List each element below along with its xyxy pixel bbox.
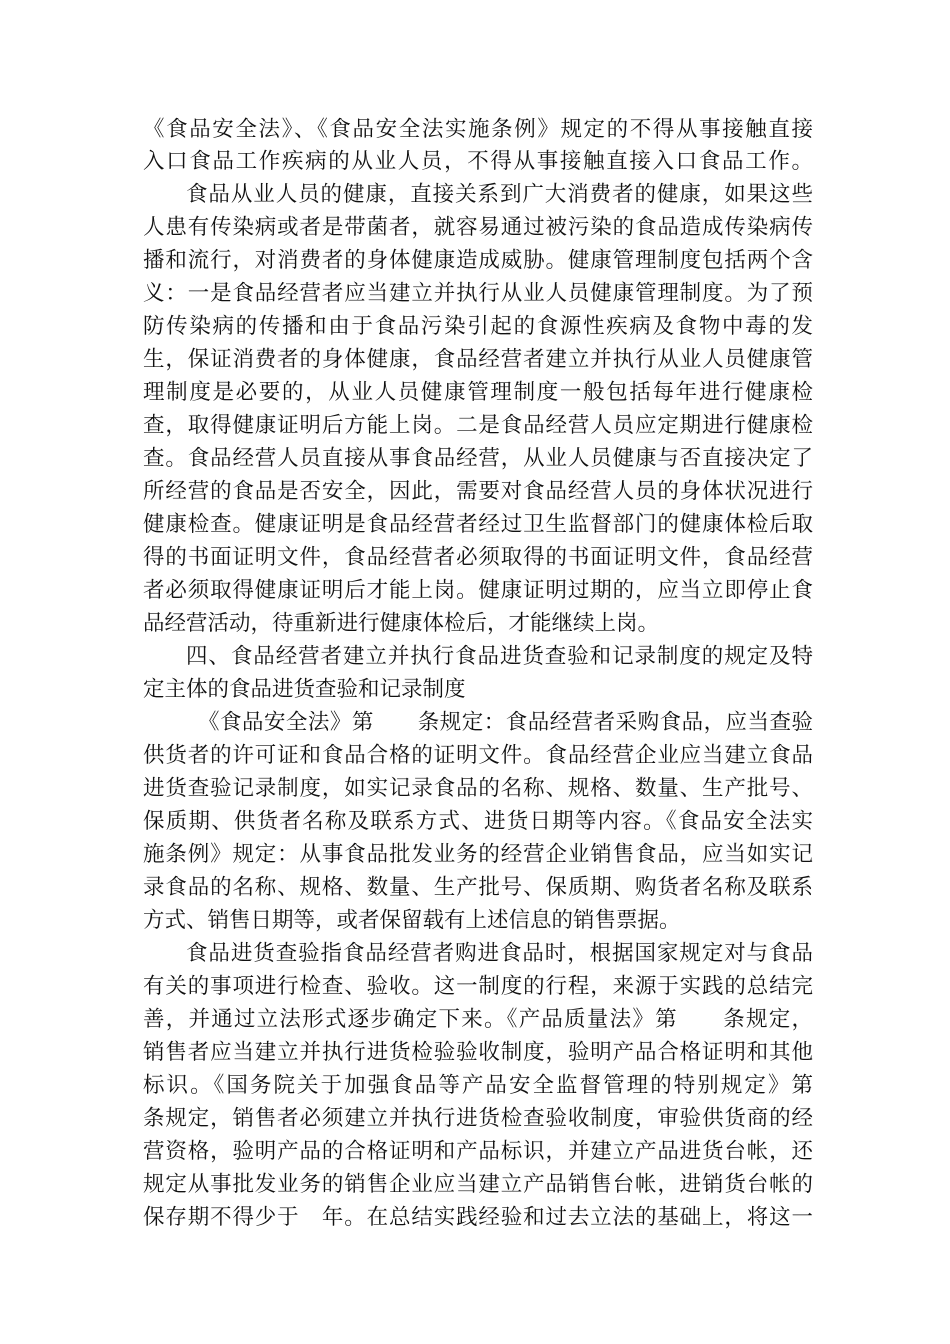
text-line: 销售者应当建立并执行进货检验验收制度，验明产品合格证明和其他 — [143, 1040, 813, 1065]
text-line: 理制度是必要的，从业人员健康管理制度一般包括每年进行健康检 — [143, 380, 813, 405]
section-heading-line: 四、食品经营者建立并执行食品进货查验和记录制度的规定及特 — [186, 644, 813, 669]
text-line: 条规定，销售者必须建立并执行进货检查验收制度，审验供货商的经 — [143, 1106, 813, 1131]
text-line: 所经营的食品是否安全，因此，需要对食品经营人员的身体状况进行 — [143, 479, 813, 504]
text-line: 义：一是食品经营者应当建立并执行从业人员健康管理制度。为了预 — [143, 281, 813, 306]
text-line: 品经营活动，待重新进行健康体检后，才能继续上岗。 — [143, 611, 660, 636]
text-line: 《食品安全法》、《食品安全法实施条例》规定的不得从事接触直接 — [143, 117, 813, 142]
text-line: 得的书面证明文件，食品经营者必须取得的书面证明文件，食品经营 — [143, 545, 813, 570]
text-line: 查。食品经营人员直接从事食品经营，从业人员健康与否直接决定了 — [143, 446, 813, 471]
text-line: 进货查验记录制度，如实记录食品的名称、规格、数量、生产批号、 — [143, 776, 813, 801]
text-line: 有关的事项进行检查、验收。这一制度的行程，来源于实践的总结完 — [143, 974, 813, 999]
section-heading-line: 定主体的食品进货查验和记录制度 — [143, 677, 466, 702]
text-line: 播和流行，对消费者的身体健康造成威胁。健康管理制度包括两个含 — [143, 248, 813, 273]
text-line: 标识。《国务院关于加强食品等产品安全监督管理的特别规定》第 — [143, 1073, 813, 1098]
text-line: 营资格，验明产品的合格证明和产品标识，并建立产品进货台帐，还 — [143, 1139, 813, 1164]
text-line: 《食品安全法》第 条规定：食品经营者采购食品，应当查验 — [198, 710, 813, 735]
text-line: 健康检查。健康证明是食品经营者经过卫生监督部门的健康体检后取 — [143, 512, 813, 537]
text-line: 录食品的名称、规格、数量、生产批号、保质期、购货者名称及联系 — [143, 875, 813, 900]
text-line: 食品从业人员的健康，直接关系到广大消费者的健康，如果这些 — [186, 182, 813, 207]
text-line: 善，并通过立法形式逐步确定下来。《产品质量法》第 条规定， — [143, 1007, 813, 1032]
text-line: 供货者的许可证和食品合格的证明文件。食品经营企业应当建立食品 — [143, 743, 813, 768]
text-line: 入口食品工作疾病的从业人员，不得从事接触直接入口食品工作。 — [143, 149, 813, 174]
text-line: 规定从事批发业务的销售企业应当建立产品销售台帐，进销货台帐的 — [143, 1172, 813, 1197]
text-line: 方式、销售日期等，或者保留载有上述信息的销售票据。 — [143, 908, 681, 933]
text-line: 施条例》规定：从事食品批发业务的经营企业销售食品，应当如实记 — [143, 842, 813, 867]
text-line: 者必须取得健康证明后才能上岗。健康证明过期的，应当立即停止食 — [143, 578, 813, 603]
text-line: 生，保证消费者的身体健康，食品经营者建立并执行从业人员健康管 — [143, 347, 813, 372]
text-line: 食品进货查验指食品经营者购进食品时，根据国家规定对与食品 — [186, 941, 813, 966]
text-line: 保存期不得少于 年。在总结实践经验和过去立法的基础上，将这一 — [143, 1205, 813, 1230]
text-line: 防传染病的传播和由于食品污染引起的食源性疾病及食物中毒的发 — [143, 314, 813, 339]
text-line: 人患有传染病或者是带菌者，就容易通过被污染的食品造成传染病传 — [143, 215, 813, 240]
text-line: 保质期、供货者名称及联系方式、进货日期等内容。《食品安全法实 — [143, 809, 813, 834]
text-line: 查，取得健康证明后方能上岗。二是食品经营人员应定期进行健康检 — [143, 413, 813, 438]
